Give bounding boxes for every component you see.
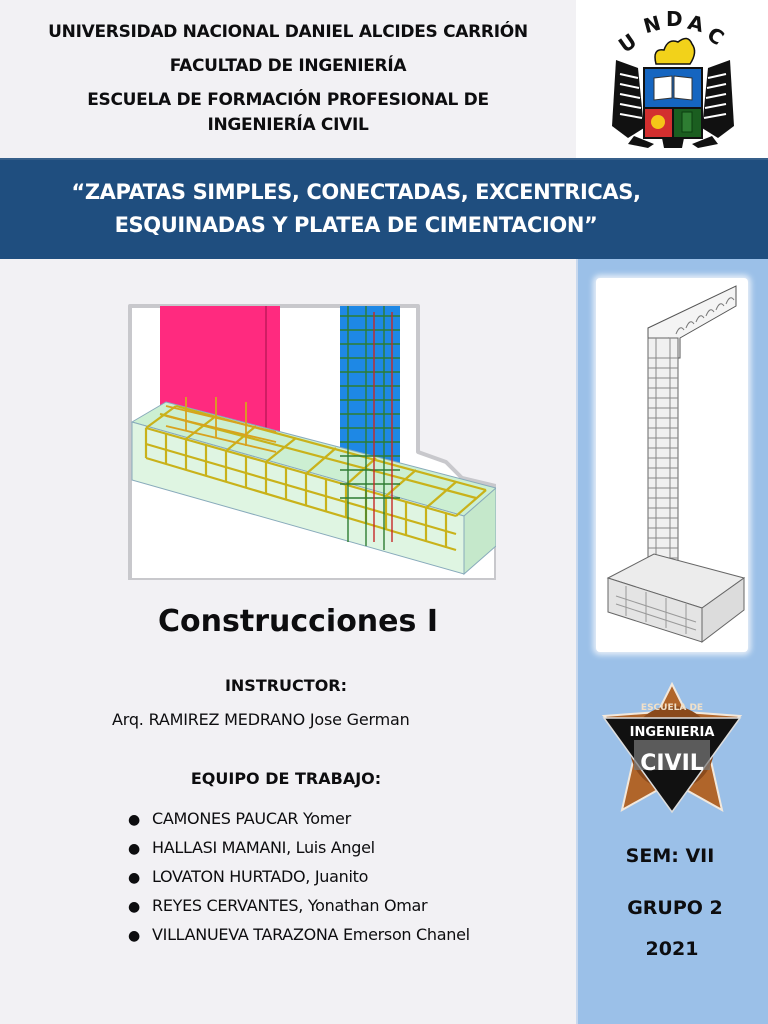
list-item — [128, 837, 470, 866]
column-rebar-illustration — [596, 278, 748, 652]
school-name — [0, 88, 576, 138]
bullet-icon: ● — [128, 870, 140, 886]
emblem-bottom-text: CIVIL — [640, 751, 704, 776]
title-line-1: “ZAPATAS SIMPLES, CONECTADAS, EXCENTRICAS, — [71, 180, 641, 204]
bullet-icon: ● — [128, 899, 140, 915]
faculty-name: FACULTAD DE INGENIERÍA — [169, 56, 407, 76]
undac-logo — [576, 0, 768, 158]
document-title — [0, 176, 712, 242]
footing-rebar-illustration — [126, 302, 496, 580]
team-member-name: VILLANUEVA TARAZONA Emerson Chanel — [152, 925, 470, 944]
emblem-mid-text: INGENIERIA — [629, 725, 715, 740]
emblem-top-text: ESCUELA DE — [640, 703, 704, 713]
svg-text:A: A — [685, 9, 707, 38]
svg-text:N: N — [640, 10, 664, 39]
title-band — [0, 158, 768, 259]
school-line-2: INGENIERÍA CIVIL — [207, 115, 369, 135]
civil-engineering-emblem — [600, 682, 744, 820]
list-item — [128, 924, 470, 953]
team-label: EQUIPO DE TRABAJO: — [190, 769, 382, 788]
list-item — [128, 895, 470, 924]
svg-text:C: C — [702, 21, 729, 50]
instructor-label: INSTRUCTOR: — [224, 676, 348, 695]
civil-emblem-icon — [600, 682, 744, 816]
school-line-1: ESCUELA DE FORMACIÓN PROFESIONAL DE — [87, 90, 489, 110]
title-line-2: ESQUINADAS Y PLATEA DE CIMENTACION” — [114, 213, 598, 237]
year-label: 2021 — [645, 938, 699, 960]
column-3d-image — [596, 278, 748, 652]
svg-text:D: D — [666, 8, 683, 31]
bullet-icon: ● — [128, 812, 140, 828]
bullet-icon: ● — [128, 928, 140, 944]
footing-3d-image — [126, 302, 496, 580]
course-title: Construcciones I — [158, 604, 438, 639]
team-list — [128, 808, 470, 953]
team-member-name: REYES CERVANTES, Yonathan Omar — [152, 896, 428, 915]
team-member-name: CAMONES PAUCAR Yomer — [152, 809, 351, 828]
team-member-name: LOVATON HURTADO, Juanito — [152, 867, 369, 886]
header — [0, 0, 576, 158]
group-label: GRUPO 2 — [627, 897, 723, 919]
list-item — [128, 866, 470, 895]
university-name: UNIVERSIDAD NACIONAL DANIEL ALCIDES CARRIÓN — [48, 22, 528, 42]
undac-crest-icon — [598, 8, 748, 150]
instructor-name: Arq. RAMIREZ MEDRANO Jose German — [112, 710, 410, 729]
semester-label: SEM: VII — [625, 845, 715, 867]
list-item — [128, 808, 470, 837]
bullet-icon: ● — [128, 841, 140, 857]
team-member-name: HALLASI MAMANI, Luis Angel — [152, 838, 375, 857]
svg-text:U: U — [613, 28, 642, 58]
